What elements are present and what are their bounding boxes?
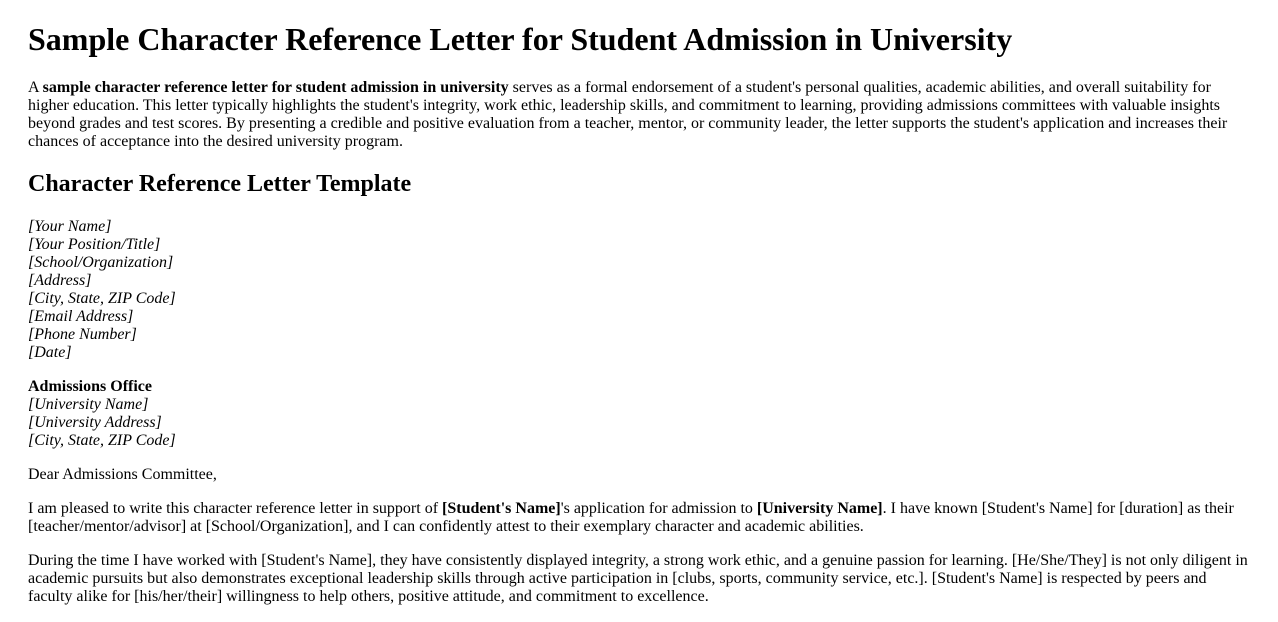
support-text-pre: I am pleased to write this character reference letter in support of bbox=[28, 500, 443, 518]
support-text-post: . I have known [Student's Name] for [duration] as their [teacher/mentor/advisor] at [School/Organization], and I can confidently attest to their exemplary character and academic abilities. bbox=[28, 500, 1234, 536]
document bbox=[28, 21, 1250, 606]
recipient-line-university-address: [University Address] bbox=[28, 414, 162, 432]
sender-line-city-state-zip: [City, State, ZIP Code] bbox=[28, 290, 176, 308]
sender-line-address: [Address] bbox=[28, 272, 92, 290]
salutation: Dear Admissions Committee, bbox=[28, 466, 217, 484]
body-paragraph: During the time I have worked with [Student's Name], they have consistently displayed integrity, a strong work ethic, and a genuine passion for learning. [He/She/They] is not only diligent in academic pursuits but also demonstrates exceptional leadership skills through active participation in [clubs, sports, community service, etc.]. [Student's Name] is respected by peers and faculty alike for [his/her/their] willingness to help others, positive attitude, and commitment to excellence. bbox=[28, 552, 1248, 606]
recipient-office-label: Admissions Office bbox=[28, 378, 152, 396]
sender-line-position: [Your Position/Title] bbox=[28, 236, 161, 254]
sender-line-school: [School/Organization] bbox=[28, 254, 174, 272]
university-name-placeholder-bold: [University Name] bbox=[756, 500, 883, 518]
sender-address-block bbox=[28, 218, 1250, 362]
support-text-mid: 's application for admission to bbox=[560, 500, 757, 518]
intro-text-pre: A bbox=[28, 78, 43, 96]
intro-paragraph bbox=[28, 79, 1250, 151]
recipient-line-university-name: [University Name] bbox=[28, 396, 149, 414]
intro-text-post: serves as a formal endorsement of a student's personal qualities, academic abilities, and overall suitability for higher education. This letter typically highlights the student's integrity, work ethic, leadership skills, and commitment to learning, providing admissions committees with valuable insights beyond grades and test scores. By presenting a credible and positive evaluation from a teacher, mentor, or community leader, the letter supports the student's application and increases their chances of acceptance into the desired university program. bbox=[28, 78, 1228, 150]
support-paragraph bbox=[28, 500, 1250, 536]
page-title: Sample Character Reference Letter for Student Admission in University bbox=[28, 21, 1013, 57]
sender-line-date: [Date] bbox=[28, 344, 72, 362]
sender-line-email: [Email Address] bbox=[28, 308, 134, 326]
intro-keyword-bold: sample character reference letter for student admission in university bbox=[42, 78, 509, 96]
sender-line-your-name: [Your Name] bbox=[28, 218, 112, 236]
recipient-address-block bbox=[28, 378, 1250, 450]
student-name-placeholder-bold: [Student's Name] bbox=[442, 500, 561, 518]
recipient-line-city-state-zip: [City, State, ZIP Code] bbox=[28, 432, 176, 450]
sender-line-phone: [Phone Number] bbox=[28, 326, 137, 344]
section-heading-template: Character Reference Letter Template bbox=[28, 170, 412, 197]
